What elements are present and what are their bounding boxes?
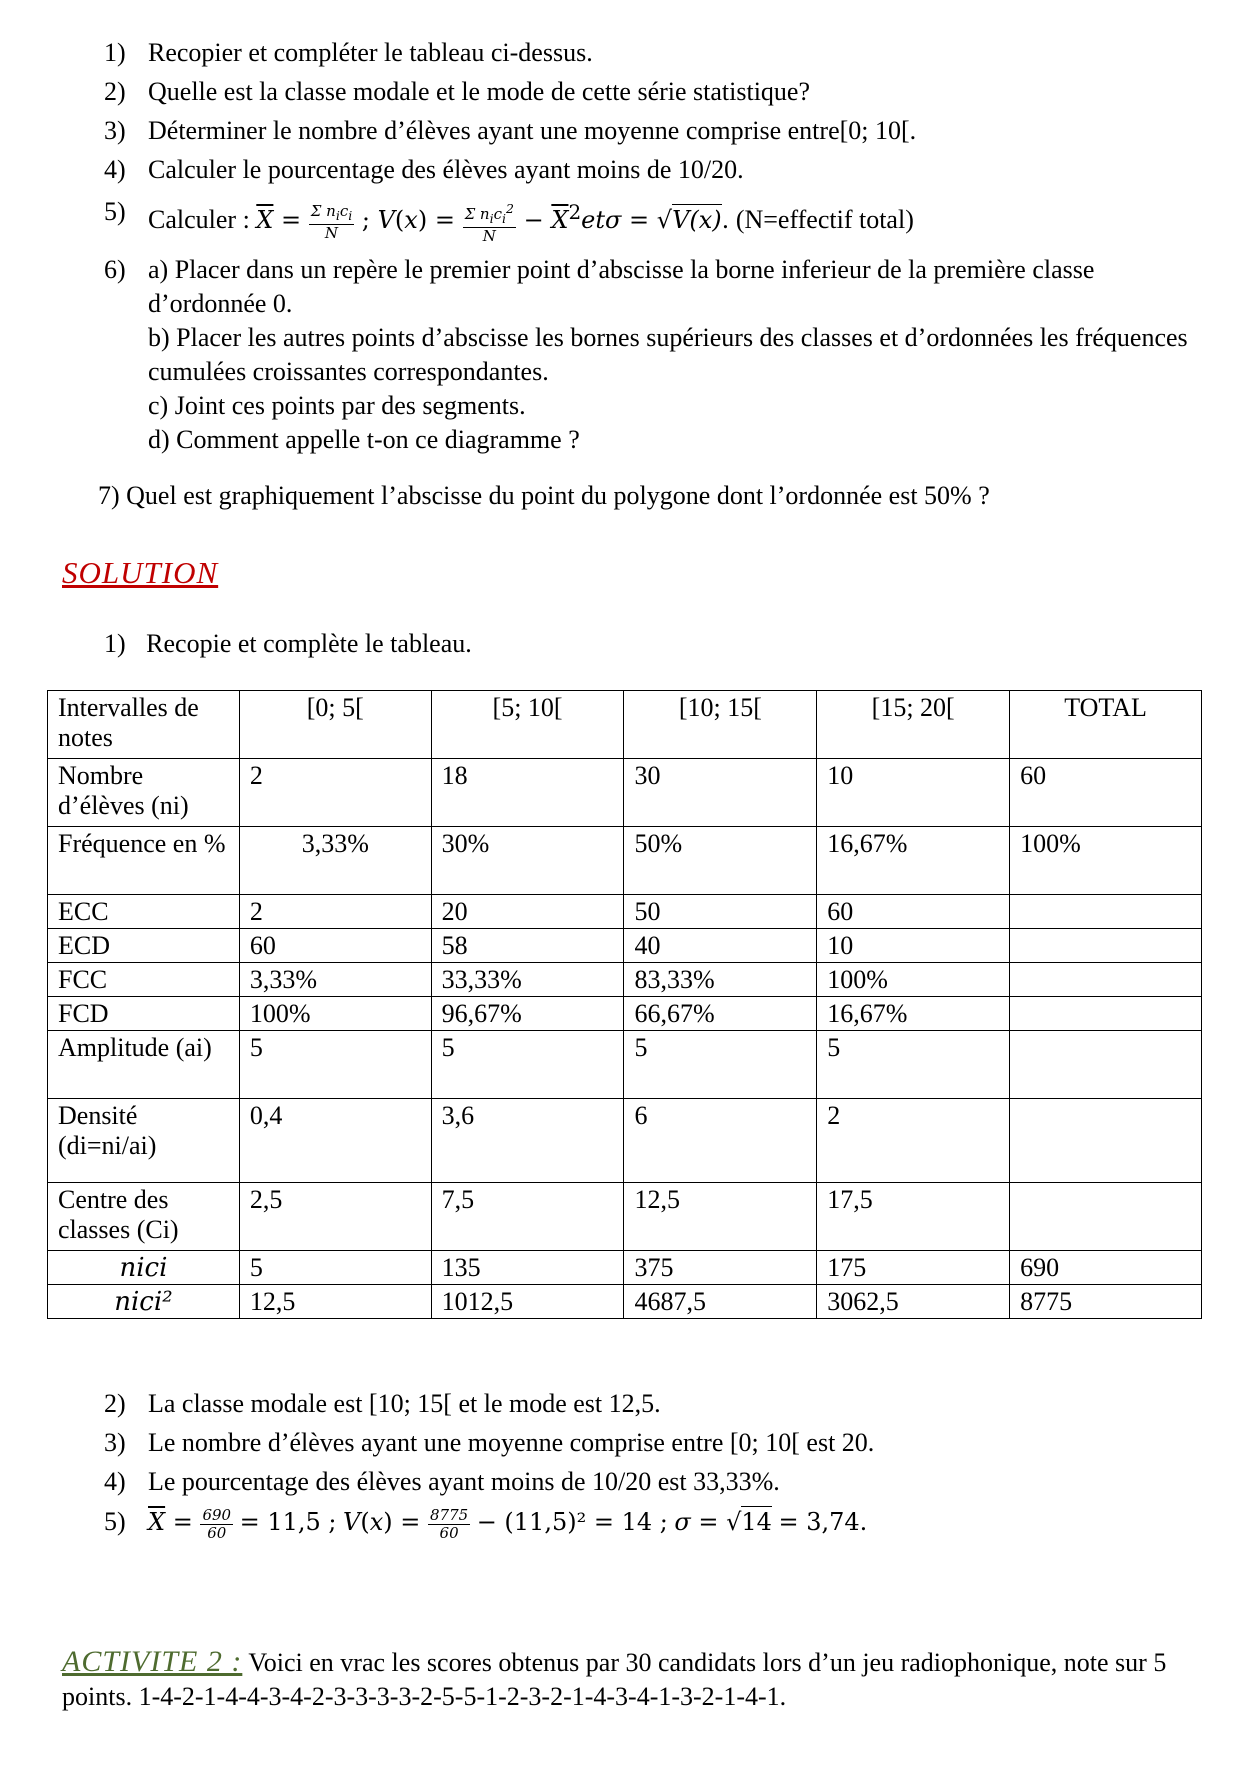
mean-value: = 11,5 ; <box>239 1508 337 1536</box>
question-number: 4) <box>104 155 126 184</box>
question-number: 2) <box>104 77 126 106</box>
table-cell <box>1010 1031 1202 1099</box>
table-cell: 33,33% <box>431 963 624 997</box>
table-row <box>48 997 1202 1031</box>
table-cell: 60 <box>817 895 1010 929</box>
variance-denominator: 60 <box>439 1523 459 1542</box>
question-6d: d) Comment appelle t-on ce diagramme ? <box>148 424 580 454</box>
table-row <box>48 895 1202 929</box>
table-cell <box>1010 1183 1202 1251</box>
row-label: Centre des classes (Ci) <box>48 1183 240 1251</box>
table-cell: 3,33% <box>239 827 431 895</box>
table-cell: 8775 <box>1010 1285 1202 1319</box>
table-cell: 16,67% <box>817 997 1010 1031</box>
table-cell: 60 <box>1010 759 1202 827</box>
table-cell <box>1010 1099 1202 1183</box>
table-row <box>48 759 1202 827</box>
question-text: Déterminer le nombre d’élèves ayant une moyenne comprise entre[0; 10[. <box>148 116 917 145</box>
answer-text: Recopie et complète le tableau. <box>146 629 472 658</box>
table-cell: 10 <box>817 929 1010 963</box>
question-6b: b) Placer les autres points d’abscisse les bornes supérieurs des classes et d’ordonnées les fréquences cumulées croissantes correspondantes. <box>148 322 1188 386</box>
question-1 <box>104 36 1194 70</box>
question-6a: a) Placer dans un repère le premier point d’abscisse la borne inferieur de la première classe d’ordonnée 0. <box>148 254 1095 318</box>
question-6c: c) Joint ces points par des segments. <box>148 390 526 420</box>
table-cell: 60 <box>239 929 431 963</box>
header-cell: [5; 10[ <box>431 691 624 759</box>
table-cell: 100% <box>817 963 1010 997</box>
table-cell <box>1010 929 1202 963</box>
table-row <box>48 1251 1202 1285</box>
table-cell: 5 <box>239 1031 431 1099</box>
activity-title: ACTIVITE 2 : <box>62 1645 243 1678</box>
question-number: 3) <box>104 116 126 145</box>
question-text: Recopier et compléter le tableau ci-dessus. <box>148 38 593 67</box>
table-cell: 2 <box>239 759 431 827</box>
table-cell: 2 <box>239 895 431 929</box>
variance-numerator: 8775 <box>430 1505 469 1524</box>
table-cell: 12,5 <box>624 1183 817 1251</box>
table-row <box>48 827 1202 895</box>
table-cell: 5 <box>817 1031 1010 1099</box>
answer-2 <box>104 1387 1204 1421</box>
question-text: Calculer le pourcentage des élèves ayant moins de 10/20. <box>148 155 744 184</box>
row-label: ECC <box>48 895 240 929</box>
header-cell: TOTAL <box>1010 691 1202 759</box>
table-cell: 5 <box>431 1031 624 1099</box>
table-cell: 375 <box>624 1251 817 1285</box>
question-4 <box>104 153 1194 187</box>
sqrt-argument: 14 <box>741 1508 772 1536</box>
table-cell: 135 <box>431 1251 624 1285</box>
table-cell: 0,4 <box>239 1099 431 1183</box>
row-label: Densité (di=ni/ai) <box>48 1099 240 1183</box>
question-5 <box>104 195 1194 245</box>
answer-number: 1) <box>104 629 126 658</box>
table-row <box>48 1183 1202 1251</box>
answer-5: 5) $\overline{X}$ = $\frac{690}{60}$ = 11,5 ; V(x) = $\frac{8775}{60}$ − (11,5)² = 14 ; σ = √14 = 3,74. <box>104 1505 868 1542</box>
answer-list <box>104 1387 1204 1547</box>
table-cell: 16,67% <box>817 827 1010 895</box>
answer-number: 2) <box>104 1389 126 1418</box>
formula-mean: $\overline{X}$ = $\frac{\Sigma n_ic_i}{N}$ ; V(x) = $\frac{\Sigma n_ic_i^2}{N}$ − $\overline{X}^2et\sigma = √V(x)$. <box>256 200 730 245</box>
table-cell: 66,67% <box>624 997 817 1031</box>
row-label: Amplitude (ai) <box>48 1031 240 1099</box>
row-label: nici² <box>48 1285 240 1319</box>
question-6 <box>104 253 1194 457</box>
question-2 <box>104 75 1194 109</box>
table-row <box>48 1031 1202 1099</box>
answer-4 <box>104 1465 1204 1499</box>
table-title <box>104 627 472 661</box>
header-cell: [10; 15[ <box>624 691 817 759</box>
question-number: 5) <box>104 197 126 226</box>
table-cell: 4687,5 <box>624 1285 817 1319</box>
table-cell: 1012,5 <box>431 1285 624 1319</box>
question-number: 6) <box>104 254 126 284</box>
table-cell: 3062,5 <box>817 1285 1010 1319</box>
question-number: 1) <box>104 38 126 67</box>
answer-text: Le nombre d’élèves ayant une moyenne comprise entre [0; 10[ est 20. <box>148 1428 875 1457</box>
table-cell: 5 <box>624 1031 817 1099</box>
table-cell: 7,5 <box>431 1183 624 1251</box>
table-cell: 2 <box>817 1099 1010 1183</box>
activity-text: Voici en vrac les scores obtenus par 30 candidats lors d’un jeu radiophonique, note sur 5 points. 1-4-2-1-4-4-3-4-2-3-3-3-3-2-5-5-1-2-3-2-1-4-3-4-1-3-2-1-4-1. <box>62 1648 1167 1711</box>
table-cell: 20 <box>431 895 624 929</box>
table-cell: 100% <box>1010 827 1202 895</box>
table-cell: 50% <box>624 827 817 895</box>
question-list <box>98 36 1194 513</box>
question-text: Calculer : <box>148 205 250 234</box>
question-note: (N=effectif total) <box>735 205 914 234</box>
row-label: FCD <box>48 997 240 1031</box>
row-label: Fréquence en % <box>48 827 240 895</box>
mean-numerator: 690 <box>202 1505 232 1524</box>
table-row <box>48 929 1202 963</box>
table-cell: 58 <box>431 929 624 963</box>
answer-text: Le pourcentage des élèves ayant moins de 10/20 est 33,33%. <box>148 1467 780 1496</box>
question-3 <box>104 114 1194 148</box>
table-cell: 17,5 <box>817 1183 1010 1251</box>
mean-denominator: 60 <box>207 1523 227 1542</box>
table-cell: 40 <box>624 929 817 963</box>
table-cell <box>1010 895 1202 929</box>
table-cell: 30% <box>431 827 624 895</box>
row-label: FCC <box>48 963 240 997</box>
row-label: nici <box>48 1251 240 1285</box>
answer-text: La classe modale est [10; 15[ et le mode est 12,5. <box>148 1389 661 1418</box>
table-cell: 96,67% <box>431 997 624 1031</box>
table-row <box>48 1285 1202 1319</box>
table-cell: 5 <box>239 1251 431 1285</box>
table-cell: 3,33% <box>239 963 431 997</box>
answer-number: 4) <box>104 1467 126 1496</box>
table-cell <box>1010 963 1202 997</box>
table-cell <box>1010 997 1202 1031</box>
answer-number: 3) <box>104 1428 126 1457</box>
header-cell: Intervalles de notes <box>48 691 240 759</box>
table-header-row <box>48 691 1202 759</box>
table-row <box>48 1099 1202 1183</box>
table-cell: 175 <box>817 1251 1010 1285</box>
table-cell: 30 <box>624 759 817 827</box>
table-cell: 10 <box>817 759 1010 827</box>
table-cell: 83,33% <box>624 963 817 997</box>
question-7 <box>98 479 1194 513</box>
table-cell: 6 <box>624 1099 817 1183</box>
table-cell: 100% <box>239 997 431 1031</box>
activity-2 <box>62 1645 1182 1714</box>
answer-number: 5) <box>104 1507 126 1536</box>
variance-value: − (11,5)² = 14 ; <box>476 1508 668 1536</box>
table-cell: 2,5 <box>239 1183 431 1251</box>
table-row <box>48 963 1202 997</box>
row-label: Nombre d’élèves (ni) <box>48 759 240 827</box>
answer-3 <box>104 1426 1204 1460</box>
row-label: ECD <box>48 929 240 963</box>
table-cell: 18 <box>431 759 624 827</box>
question-text: 7) Quel est graphiquement l’abscisse du point du polygone dont l’ordonnée est 50% ? <box>98 480 990 510</box>
question-text: Quelle est la classe modale et le mode de cette série statistique? <box>148 77 811 106</box>
table-cell: 50 <box>624 895 817 929</box>
header-cell: [15; 20[ <box>817 691 1010 759</box>
sigma-value: = 3,74. <box>778 1508 868 1536</box>
header-cell: [0; 5[ <box>239 691 431 759</box>
statistics-table <box>47 690 1202 1319</box>
table-cell: 12,5 <box>239 1285 431 1319</box>
table-cell: 3,6 <box>431 1099 624 1183</box>
table-cell: 690 <box>1010 1251 1202 1285</box>
solution-heading: SOLUTION <box>62 555 219 590</box>
